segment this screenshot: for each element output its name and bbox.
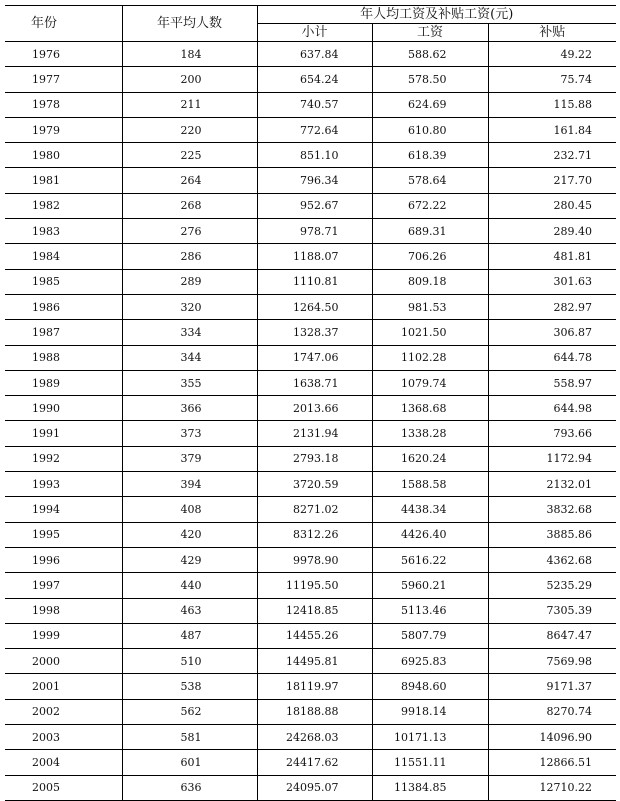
cell-subtotal: 851.10 xyxy=(257,143,372,168)
cell-year: 1976 xyxy=(5,42,122,67)
cell-wage: 10171.13 xyxy=(372,725,488,750)
cell-wage: 4426.40 xyxy=(372,522,488,547)
cell-wage: 1102.28 xyxy=(372,345,488,370)
cell-year: 2003 xyxy=(5,725,122,750)
cell-allowance: 280.45 xyxy=(488,193,616,218)
cell-wage: 981.53 xyxy=(372,294,488,319)
cell-year: 1994 xyxy=(5,497,122,522)
cell-avg-people: 394 xyxy=(122,472,257,497)
cell-year: 1996 xyxy=(5,547,122,572)
cell-year: 1977 xyxy=(5,67,122,92)
cell-allowance: 217.70 xyxy=(488,168,616,193)
table-row xyxy=(5,193,616,218)
cell-avg-people: 320 xyxy=(122,294,257,319)
header-wage-group: 年人均工资及补贴工资(元) xyxy=(257,6,616,24)
header-avg-people: 年平均人数 xyxy=(122,6,257,42)
cell-allowance: 289.40 xyxy=(488,219,616,244)
cell-wage: 5113.46 xyxy=(372,598,488,623)
cell-allowance: 14096.90 xyxy=(488,725,616,750)
cell-subtotal: 772.64 xyxy=(257,117,372,142)
cell-allowance: 1172.94 xyxy=(488,446,616,471)
cell-subtotal: 12418.85 xyxy=(257,598,372,623)
cell-subtotal: 24095.07 xyxy=(257,775,372,800)
cell-avg-people: 601 xyxy=(122,750,257,775)
cell-subtotal: 18188.88 xyxy=(257,699,372,724)
cell-year: 1987 xyxy=(5,320,122,345)
cell-avg-people: 487 xyxy=(122,623,257,648)
cell-wage: 9918.14 xyxy=(372,699,488,724)
table-row xyxy=(5,750,616,775)
cell-wage: 1338.28 xyxy=(372,421,488,446)
cell-allowance: 8647.47 xyxy=(488,623,616,648)
table-row xyxy=(5,775,616,800)
cell-avg-people: 429 xyxy=(122,547,257,572)
cell-allowance: 7305.39 xyxy=(488,598,616,623)
cell-year: 1997 xyxy=(5,573,122,598)
cell-wage: 624.69 xyxy=(372,92,488,117)
cell-avg-people: 379 xyxy=(122,446,257,471)
cell-wage: 1588.58 xyxy=(372,472,488,497)
wage-table-container xyxy=(5,5,616,801)
cell-year: 1989 xyxy=(5,370,122,395)
cell-allowance: 481.81 xyxy=(488,244,616,269)
cell-allowance: 3832.68 xyxy=(488,497,616,522)
cell-allowance: 2132.01 xyxy=(488,472,616,497)
cell-allowance: 12710.22 xyxy=(488,775,616,800)
table-row xyxy=(5,42,616,67)
table-row xyxy=(5,396,616,421)
cell-wage: 4438.34 xyxy=(372,497,488,522)
table-row xyxy=(5,244,616,269)
table-row xyxy=(5,623,616,648)
cell-wage: 1079.74 xyxy=(372,370,488,395)
table-row xyxy=(5,269,616,294)
cell-avg-people: 562 xyxy=(122,699,257,724)
cell-subtotal: 1188.07 xyxy=(257,244,372,269)
cell-avg-people: 510 xyxy=(122,649,257,674)
cell-avg-people: 200 xyxy=(122,67,257,92)
cell-year: 1981 xyxy=(5,168,122,193)
cell-allowance: 558.97 xyxy=(488,370,616,395)
cell-subtotal: 8312.26 xyxy=(257,522,372,547)
cell-wage: 1620.24 xyxy=(372,446,488,471)
cell-year: 1998 xyxy=(5,598,122,623)
cell-wage: 5616.22 xyxy=(372,547,488,572)
cell-avg-people: 211 xyxy=(122,92,257,117)
cell-subtotal: 14495.81 xyxy=(257,649,372,674)
cell-avg-people: 220 xyxy=(122,117,257,142)
cell-allowance: 3885.86 xyxy=(488,522,616,547)
table-row xyxy=(5,92,616,117)
table-row xyxy=(5,320,616,345)
table-row xyxy=(5,699,616,724)
cell-year: 2002 xyxy=(5,699,122,724)
cell-avg-people: 366 xyxy=(122,396,257,421)
cell-subtotal: 1747.06 xyxy=(257,345,372,370)
cell-subtotal: 978.71 xyxy=(257,219,372,244)
cell-year: 1979 xyxy=(5,117,122,142)
cell-avg-people: 440 xyxy=(122,573,257,598)
cell-wage: 610.80 xyxy=(372,117,488,142)
table-row xyxy=(5,522,616,547)
cell-allowance: 7569.98 xyxy=(488,649,616,674)
cell-wage: 1368.68 xyxy=(372,396,488,421)
cell-subtotal: 14455.26 xyxy=(257,623,372,648)
cell-subtotal: 2013.66 xyxy=(257,396,372,421)
cell-wage: 11551.11 xyxy=(372,750,488,775)
table-row xyxy=(5,547,616,572)
header-wage: 工资 xyxy=(372,24,488,42)
cell-avg-people: 355 xyxy=(122,370,257,395)
cell-subtotal: 24417.62 xyxy=(257,750,372,775)
cell-subtotal: 9978.90 xyxy=(257,547,372,572)
cell-allowance: 9171.37 xyxy=(488,674,616,699)
cell-avg-people: 286 xyxy=(122,244,257,269)
cell-wage: 6925.83 xyxy=(372,649,488,674)
cell-allowance: 75.74 xyxy=(488,67,616,92)
cell-avg-people: 463 xyxy=(122,598,257,623)
cell-subtotal: 637.84 xyxy=(257,42,372,67)
cell-avg-people: 276 xyxy=(122,219,257,244)
cell-year: 1983 xyxy=(5,219,122,244)
cell-year: 1980 xyxy=(5,143,122,168)
cell-year: 2000 xyxy=(5,649,122,674)
cell-subtotal: 2131.94 xyxy=(257,421,372,446)
cell-wage: 809.18 xyxy=(372,269,488,294)
cell-avg-people: 344 xyxy=(122,345,257,370)
cell-year: 1985 xyxy=(5,269,122,294)
cell-avg-people: 334 xyxy=(122,320,257,345)
cell-allowance: 4362.68 xyxy=(488,547,616,572)
cell-subtotal: 740.57 xyxy=(257,92,372,117)
table-row xyxy=(5,67,616,92)
table-header xyxy=(5,6,616,42)
table-row xyxy=(5,497,616,522)
cell-year: 1982 xyxy=(5,193,122,218)
cell-wage: 578.64 xyxy=(372,168,488,193)
header-year: 年份 xyxy=(5,6,122,42)
table-row xyxy=(5,598,616,623)
cell-wage: 588.62 xyxy=(372,42,488,67)
cell-year: 1984 xyxy=(5,244,122,269)
cell-year: 1986 xyxy=(5,294,122,319)
header-allowance: 补贴 xyxy=(488,24,616,42)
cell-allowance: 115.88 xyxy=(488,92,616,117)
cell-allowance: 161.84 xyxy=(488,117,616,142)
cell-subtotal: 24268.03 xyxy=(257,725,372,750)
cell-year: 1993 xyxy=(5,472,122,497)
cell-avg-people: 264 xyxy=(122,168,257,193)
header-subtotal: 小计 xyxy=(257,24,372,42)
cell-allowance: 49.22 xyxy=(488,42,616,67)
cell-allowance: 793.66 xyxy=(488,421,616,446)
table-row xyxy=(5,649,616,674)
cell-year: 1990 xyxy=(5,396,122,421)
cell-wage: 689.31 xyxy=(372,219,488,244)
table-row xyxy=(5,370,616,395)
cell-wage: 578.50 xyxy=(372,67,488,92)
cell-subtotal: 1638.71 xyxy=(257,370,372,395)
cell-year: 2004 xyxy=(5,750,122,775)
cell-allowance: 644.98 xyxy=(488,396,616,421)
cell-wage: 672.22 xyxy=(372,193,488,218)
table-row xyxy=(5,219,616,244)
cell-subtotal: 1110.81 xyxy=(257,269,372,294)
cell-subtotal: 1328.37 xyxy=(257,320,372,345)
cell-wage: 1021.50 xyxy=(372,320,488,345)
cell-allowance: 282.97 xyxy=(488,294,616,319)
cell-subtotal: 796.34 xyxy=(257,168,372,193)
cell-year: 2001 xyxy=(5,674,122,699)
table-row xyxy=(5,168,616,193)
cell-avg-people: 225 xyxy=(122,143,257,168)
table-row xyxy=(5,143,616,168)
cell-wage: 5807.79 xyxy=(372,623,488,648)
table-row xyxy=(5,117,616,142)
cell-avg-people: 420 xyxy=(122,522,257,547)
cell-year: 1992 xyxy=(5,446,122,471)
table-row xyxy=(5,446,616,471)
cell-avg-people: 636 xyxy=(122,775,257,800)
cell-avg-people: 268 xyxy=(122,193,257,218)
cell-subtotal: 654.24 xyxy=(257,67,372,92)
cell-subtotal: 2793.18 xyxy=(257,446,372,471)
table-row xyxy=(5,421,616,446)
cell-year: 1978 xyxy=(5,92,122,117)
cell-year: 1999 xyxy=(5,623,122,648)
cell-wage: 8948.60 xyxy=(372,674,488,699)
table-row xyxy=(5,294,616,319)
cell-allowance: 12866.51 xyxy=(488,750,616,775)
cell-avg-people: 289 xyxy=(122,269,257,294)
cell-avg-people: 408 xyxy=(122,497,257,522)
cell-year: 1991 xyxy=(5,421,122,446)
cell-wage: 618.39 xyxy=(372,143,488,168)
cell-allowance: 8270.74 xyxy=(488,699,616,724)
cell-wage: 11384.85 xyxy=(372,775,488,800)
wage-table xyxy=(5,5,616,801)
cell-year: 1995 xyxy=(5,522,122,547)
table-row xyxy=(5,725,616,750)
cell-subtotal: 3720.59 xyxy=(257,472,372,497)
table-row xyxy=(5,472,616,497)
table-row xyxy=(5,345,616,370)
table-body xyxy=(5,42,616,801)
cell-wage: 5960.21 xyxy=(372,573,488,598)
cell-subtotal: 1264.50 xyxy=(257,294,372,319)
cell-year: 1988 xyxy=(5,345,122,370)
cell-avg-people: 373 xyxy=(122,421,257,446)
cell-allowance: 301.63 xyxy=(488,269,616,294)
cell-subtotal: 8271.02 xyxy=(257,497,372,522)
cell-avg-people: 184 xyxy=(122,42,257,67)
cell-avg-people: 581 xyxy=(122,725,257,750)
table-row xyxy=(5,573,616,598)
cell-allowance: 232.71 xyxy=(488,143,616,168)
cell-allowance: 306.87 xyxy=(488,320,616,345)
cell-allowance: 644.78 xyxy=(488,345,616,370)
cell-subtotal: 11195.50 xyxy=(257,573,372,598)
cell-wage: 706.26 xyxy=(372,244,488,269)
cell-subtotal: 952.67 xyxy=(257,193,372,218)
cell-avg-people: 538 xyxy=(122,674,257,699)
cell-year: 2005 xyxy=(5,775,122,800)
cell-subtotal: 18119.97 xyxy=(257,674,372,699)
table-row xyxy=(5,674,616,699)
cell-allowance: 5235.29 xyxy=(488,573,616,598)
